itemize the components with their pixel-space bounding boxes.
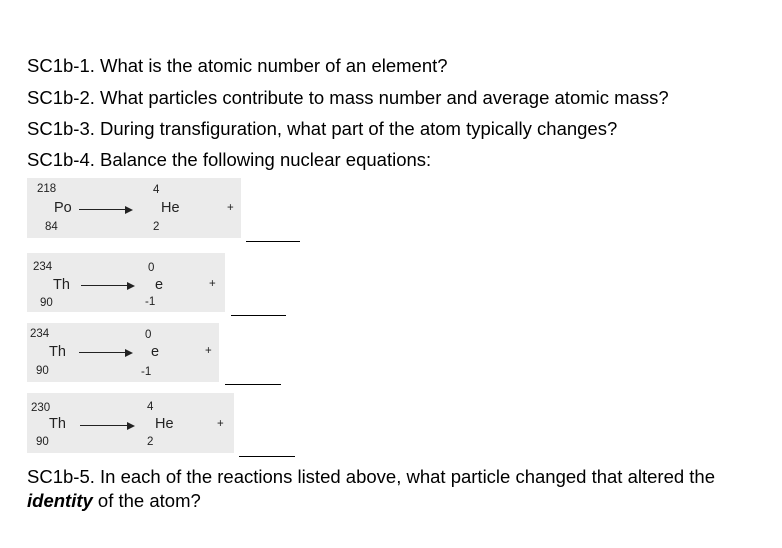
reactant-mass-number: 234 — [30, 328, 50, 340]
answer-blank-4[interactable] — [239, 456, 295, 457]
answer-blank-2[interactable] — [231, 315, 286, 316]
reaction-arrow — [81, 285, 133, 286]
nuclear-equation-3 — [27, 323, 219, 382]
reactant-mass-number: 234 — [33, 261, 53, 273]
reactant-symbol: Th — [49, 344, 66, 360]
reactant-atomic-number: 90 — [36, 365, 49, 377]
reactant-mass-number: 218 — [37, 183, 57, 195]
product-mass-number: 0 — [148, 262, 155, 274]
reactant-mass-number: 230 — [31, 402, 51, 414]
plus-sign: + — [217, 418, 224, 430]
product-mass-number: 4 — [147, 401, 154, 413]
question-1: SC1b-1. What is the atomic number of an element? — [27, 55, 448, 76]
reaction-arrow — [79, 352, 131, 353]
product-symbol: He — [155, 416, 174, 432]
reactant-symbol: Po — [54, 200, 72, 216]
product-atomic-number: 2 — [153, 221, 160, 233]
reactant-symbol: Th — [49, 416, 66, 432]
answer-blank-1[interactable] — [246, 241, 300, 242]
reaction-arrow — [79, 209, 131, 210]
nuclear-equation-1 — [27, 178, 241, 238]
product-symbol: e — [151, 344, 160, 360]
reaction-arrow — [80, 425, 133, 426]
reactant-symbol: Th — [53, 277, 70, 293]
product-symbol: e — [155, 277, 164, 293]
reactant-atomic-number: 84 — [45, 221, 58, 233]
plus-sign: + — [205, 345, 212, 357]
question-5-text-start: SC1b-5. In each of the reactions listed above, what particle changed that altered the — [27, 466, 716, 487]
product-mass-number: 0 — [145, 329, 152, 341]
product-atomic-number: 2 — [147, 436, 154, 448]
plus-sign: + — [209, 278, 216, 290]
question-5-text-end: of the atom? — [92, 490, 201, 511]
product-mass-number: 4 — [153, 184, 160, 196]
question-2: SC1b-2. What particles contribute to mass number and average atomic mass? — [27, 87, 669, 108]
nuclear-equation-2 — [27, 253, 225, 312]
answer-blank-3[interactable] — [225, 384, 281, 385]
question-4: SC1b-4. Balance the following nuclear equations: — [27, 149, 432, 170]
product-symbol: He — [161, 200, 180, 216]
question-5 — [27, 465, 777, 513]
question-3: SC1b-3. During transfiguration, what part of the atom typically changes? — [27, 118, 618, 139]
reactant-atomic-number: 90 — [40, 297, 53, 309]
plus-sign: + — [227, 202, 234, 214]
question-5-emphasis: identity — [27, 490, 93, 511]
reactant-atomic-number: 90 — [36, 436, 49, 448]
nuclear-equation-4 — [27, 393, 234, 453]
product-atomic-number: -1 — [141, 366, 152, 378]
product-atomic-number: -1 — [145, 296, 156, 308]
